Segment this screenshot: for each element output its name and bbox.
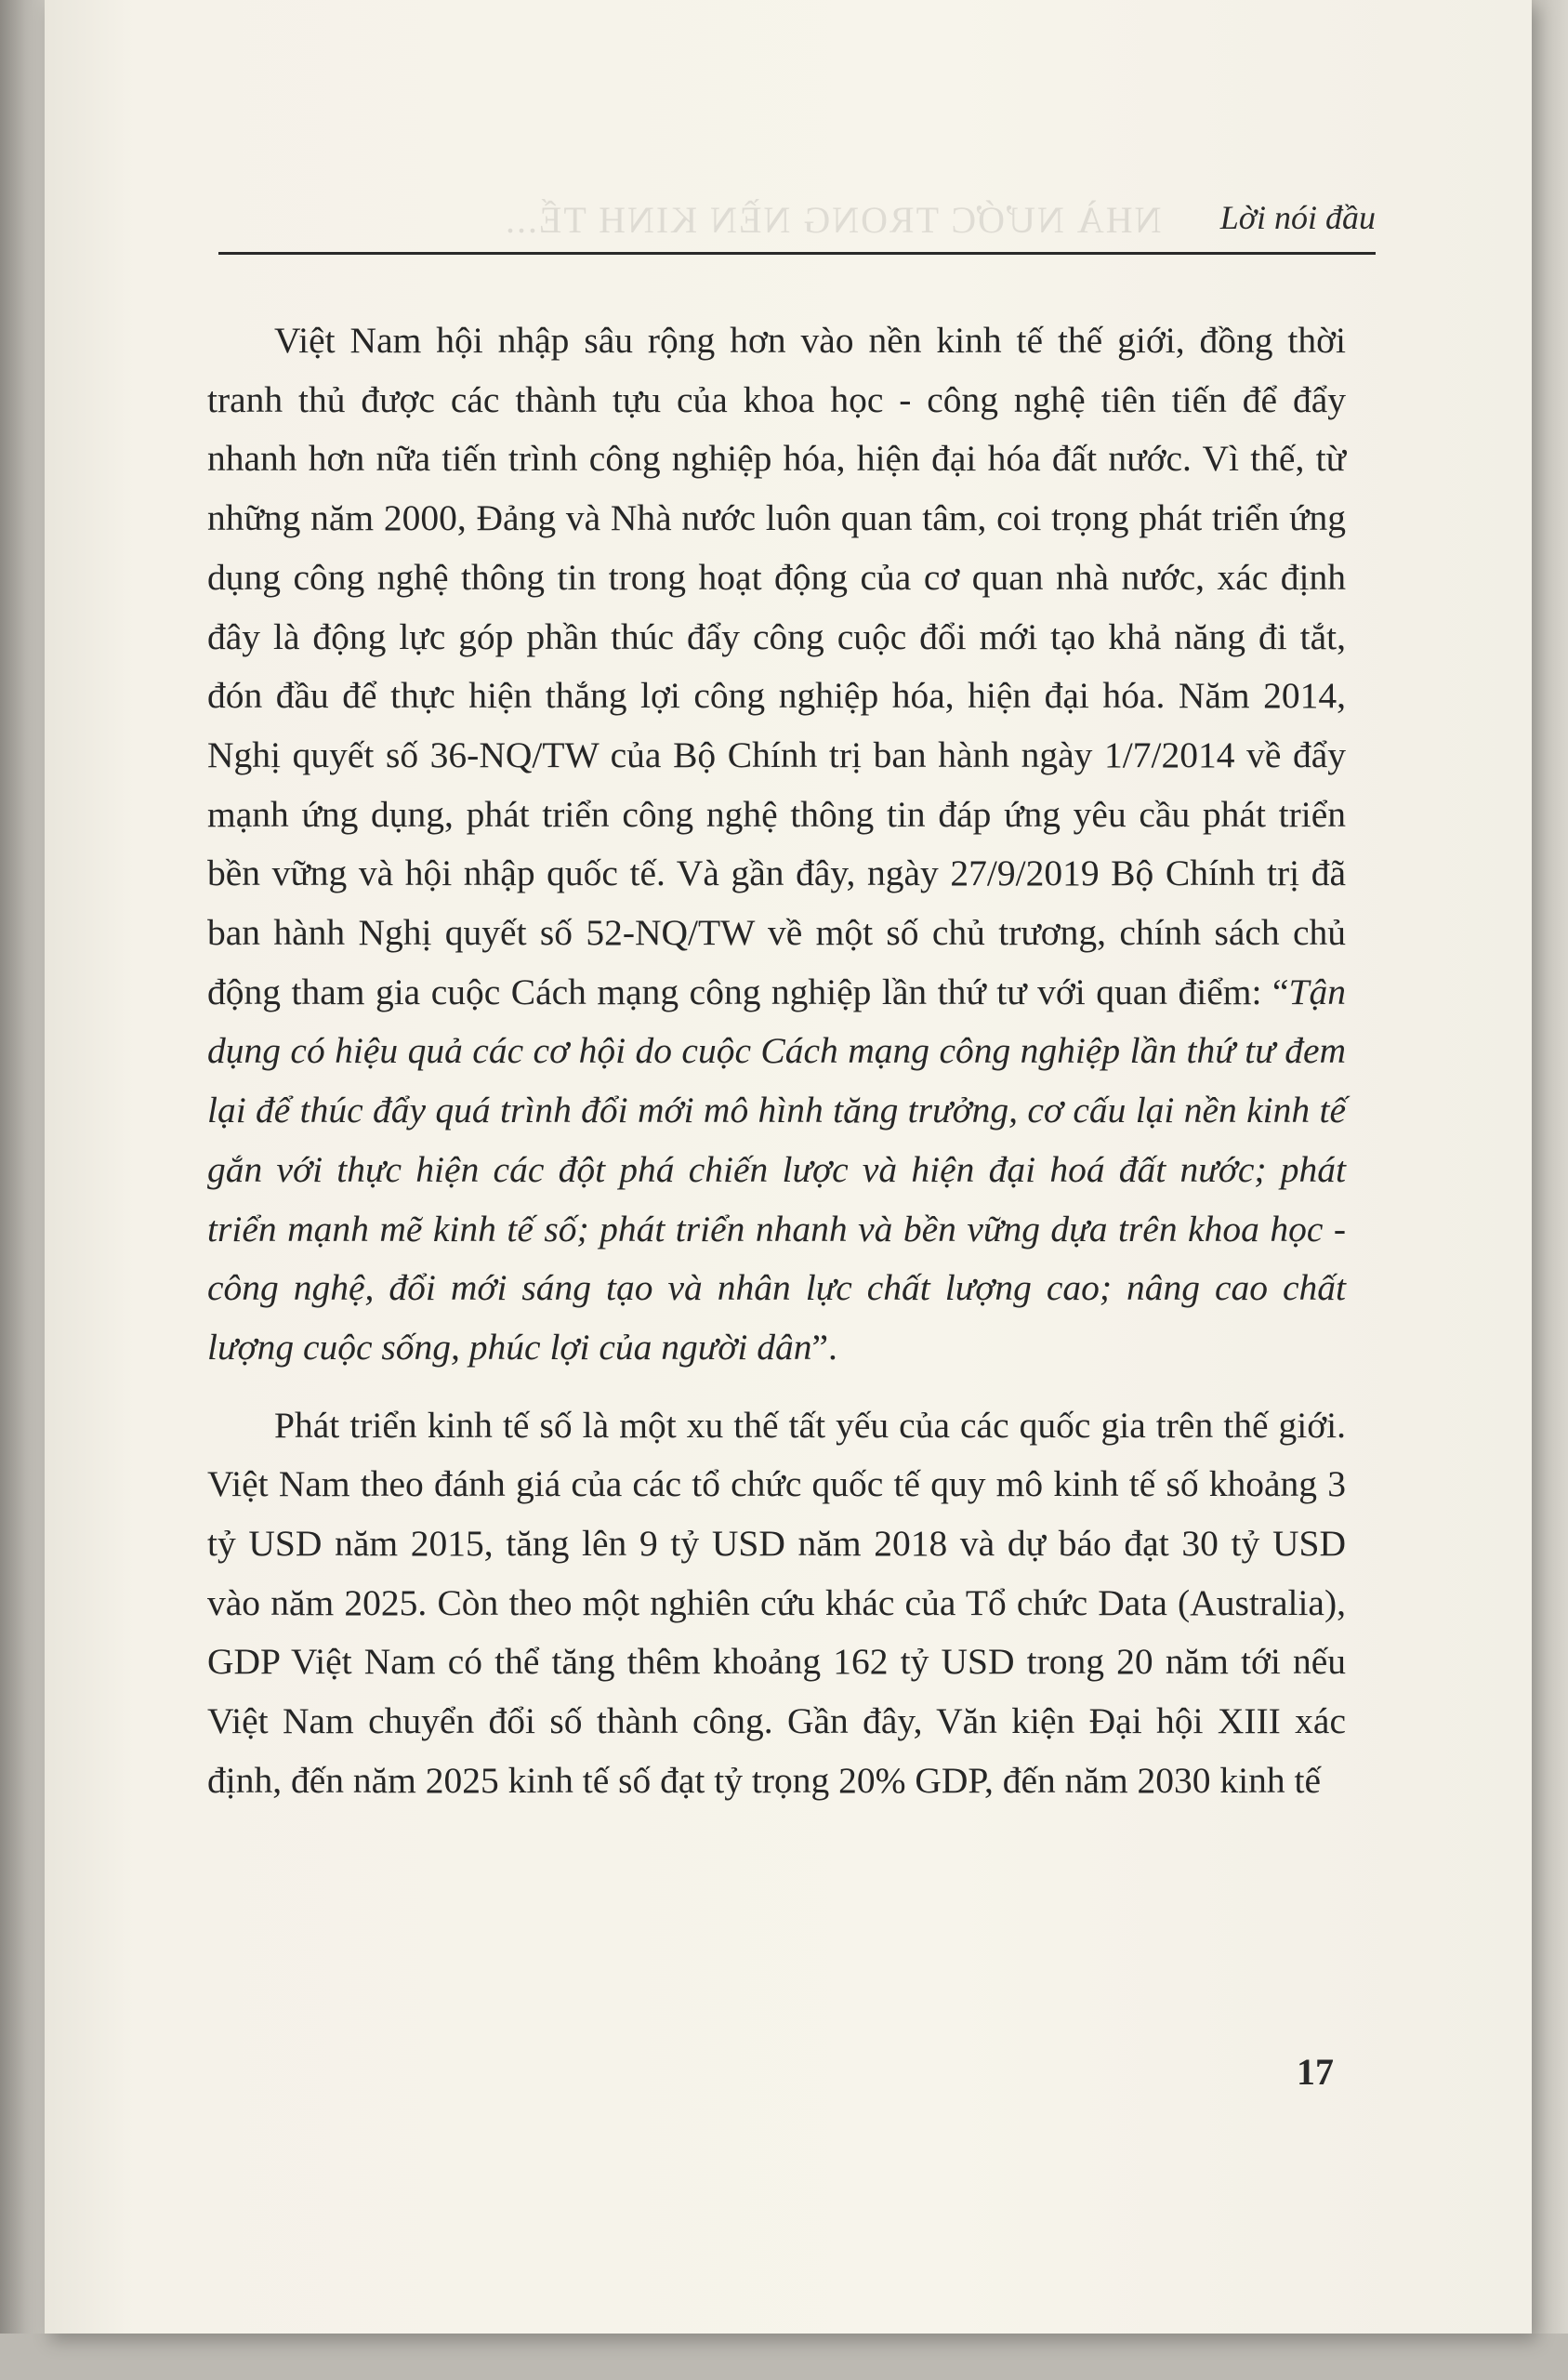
paragraph-2: Phát triển kinh tế số là một xu thế tất yếu của các quốc gia trên thế giới. Việt Nam theo đánh giá của các tổ chức quốc tế quy mô kinh tế số khoảng 3 tỷ USD năm 2015, tăng lên 9 tỷ USD năm 2018 và dự báo đạt 30 tỷ USD vào năm 2025. Còn theo một nghiên cứu khác của Tổ chức Data (Australia), GDP Việt Nam có thể tăng thêm khoảng 162 tỷ USD trong 20 năm tới nếu Việt Nam chuyển đổi số thành công. Gần đây, Văn kiện Đại hội XIII xác định, đến năm 2025 kinh tế số đạt tỷ trọng 20% GDP, đến năm 2030 kinh tế — [207, 1404, 1346, 1801]
paragraph-1-lead: Việt Nam hội nhập sâu rộng hơn vào nền kinh tế thế giới, đồng thời tranh thủ được các thành tựu của khoa học - công nghệ tiên tiến để đẩy nhanh hơn nữa tiến trình công nghiệp hóa, hiện đại hóa đất nước. Vì thế, từ những năm 2000, Đảng và Nhà nước luôn quan tâm, coi trọng phát triển ứng dụng công nghệ thông tin trong hoạt động của cơ quan nhà nước, xác định đây là động lực góp phần thúc đẩy công cuộc đổi mới tạo khả năng đi tắt, đón đầu để thực hiện thắng lợi công nghiệp hóa, hiện đại hóa. Năm 2014, Nghị quyết số 36-NQ/TW của Bộ Chính trị ban hành ngày 1/7/2014 về đẩy mạnh ứng dụng, phát triển công nghệ thông tin đáp ứng yêu cầu phát triển bền vững và hội nhập quốc tế. Và gần đây, ngày 27/9/2019 Bộ Chính trị đã ban hành Nghị quyết số 52-NQ/TW về một số chủ trương, chính sách chủ động tham gia cuộc Cách mạng công nghiệp lần thứ tư với quan điểm: “ — [207, 320, 1346, 1012]
background-surface — [0, 2334, 1568, 2380]
page-number: 17 — [1297, 2051, 1334, 2093]
page-header — [218, 181, 1376, 256]
body-text — [207, 311, 1346, 1811]
header-rule — [218, 252, 1376, 255]
bleed-through-header: NHÀ NƯỚC TRONG NỀN KINH TẾ... — [504, 199, 1162, 241]
paragraph-1-tail: ”. — [811, 1326, 837, 1368]
paragraph-1 — [207, 311, 1346, 1378]
running-title: Lời nói đầu — [1219, 199, 1376, 236]
resolution-quote: Tận dụng có hiệu quả các cơ hội do cuộc Cách mạng công nghiệp lần thứ tư đem lại để thúc đẩy quá trình đổi mới mô hình tăng trưởng, cơ cấu lại nền kinh tế gắn với thực hiện các đột phá chiến lược và hiện đại hoá đất nước; phát triển mạnh mẽ kinh tế số; phát triển nhanh và bền vững dựa trên khoa học - công nghệ, đổi mới sáng tạo và nhân lực chất lượng cao; nâng cao chất lượng cuộc sống, phúc lợi của người dân — [207, 971, 1346, 1368]
